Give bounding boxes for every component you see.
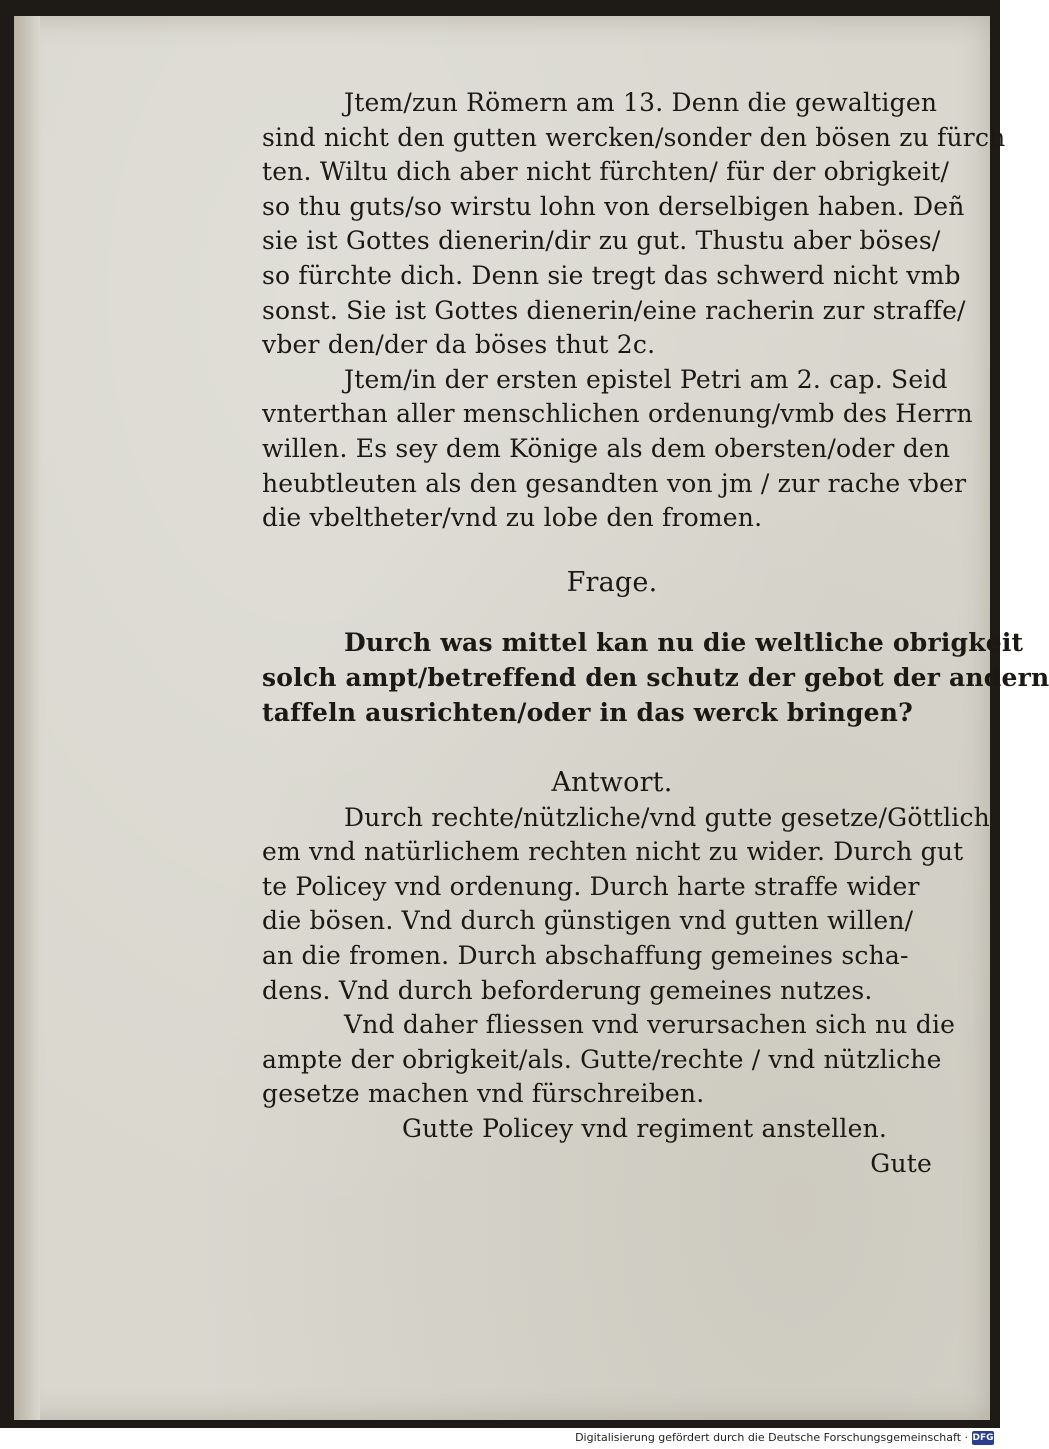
text-line: solch ampt/betreffend den schutz der gebot der andern — [262, 662, 1049, 692]
text-line: so fürchte dich. Denn sie tregt das schwerd nicht vmb — [262, 260, 961, 290]
text-line: sind nicht den gutten wercken/sonder den bösen zu fürch — [262, 122, 1006, 152]
offices-paragraph — [262, 1008, 962, 1112]
text-line: sonst. Sie ist Gottes dienerin/eine racherin zur straffe/ — [262, 295, 966, 325]
text-line: Vnd daher fliessen vnd verursachen sich nu die — [344, 1010, 956, 1040]
text-line: ten. Wiltu dich aber nicht fürchten/ für der obrigkeit/ — [262, 157, 950, 187]
centered-line: Gutte Policey vnd regiment anstellen. — [402, 1114, 888, 1144]
text-line: willen. Es sey dem Könige als dem obersten/oder den — [262, 433, 951, 463]
text-line: taffeln ausrichten/oder in das werck bringen? — [262, 697, 913, 727]
text-line: heubtleuten als den gesandten von jm / zur rache vber — [262, 468, 967, 498]
text-line: vnterthan aller menschlichen ordenung/vmb des Herrn — [262, 399, 973, 429]
paragraph-petri — [262, 363, 973, 536]
page-gutter-shadow — [14, 16, 40, 1420]
page-text — [262, 86, 1049, 1181]
text-line: vber den/der da böses thut 2c. — [262, 330, 656, 360]
text-line: Durch rechte/nützliche/vnd gutte gesetze/Göttlich — [344, 802, 990, 832]
question-heading: Frage. — [566, 566, 658, 598]
footer-credit: Digitalisierung gefördert durch die Deutsche Forschungsgemeinschaft · — [575, 1431, 968, 1444]
text-line: em vnd natürlichem rechten nicht zu wider. Durch gut — [262, 837, 964, 867]
text-line: an die fromen. Durch abschaffung gemeines scha- — [262, 941, 909, 971]
text-line: Durch was mittel kan nu die weltliche obrigkeit — [344, 628, 1024, 658]
text-line: so thu guts/so wirstu lohn von derselbigen haben. Deñ — [262, 191, 965, 221]
text-line: Jtem/zun Römern am 13. Denn die gewaltigen — [344, 88, 938, 117]
text-line: ampte der obrigkeit/als. Gutte/rechte / vnd nützliche — [262, 1044, 942, 1074]
text-line: die bösen. Vnd durch günstigen vnd gutten willen/ — [262, 906, 914, 936]
answer-heading: Antwort. — [551, 767, 673, 799]
answer-paragraph — [262, 801, 990, 1009]
text-line: sie ist Gottes dienerin/dir zu gut. Thustu aber böses/ — [262, 226, 941, 256]
paragraph-romans — [262, 86, 1006, 363]
text-line: Jtem/in der ersten epistel Petri am 2. cap. Seid — [344, 364, 948, 394]
footer-bar — [0, 1428, 1000, 1449]
dfg-logo-icon: DFG — [972, 1433, 994, 1443]
text-line: die vbeltheter/vnd zu lobe den fromen. — [262, 503, 763, 533]
text-line: gesetze machen vnd fürschreiben. — [262, 1079, 705, 1109]
text-line: te Policey vnd ordenung. Durch harte straffe wider — [262, 871, 920, 901]
catchword: Gute — [870, 1148, 932, 1178]
question-paragraph — [262, 626, 1049, 730]
text-line: dens. Vnd durch beforderung gemeines nutzes. — [262, 975, 873, 1005]
